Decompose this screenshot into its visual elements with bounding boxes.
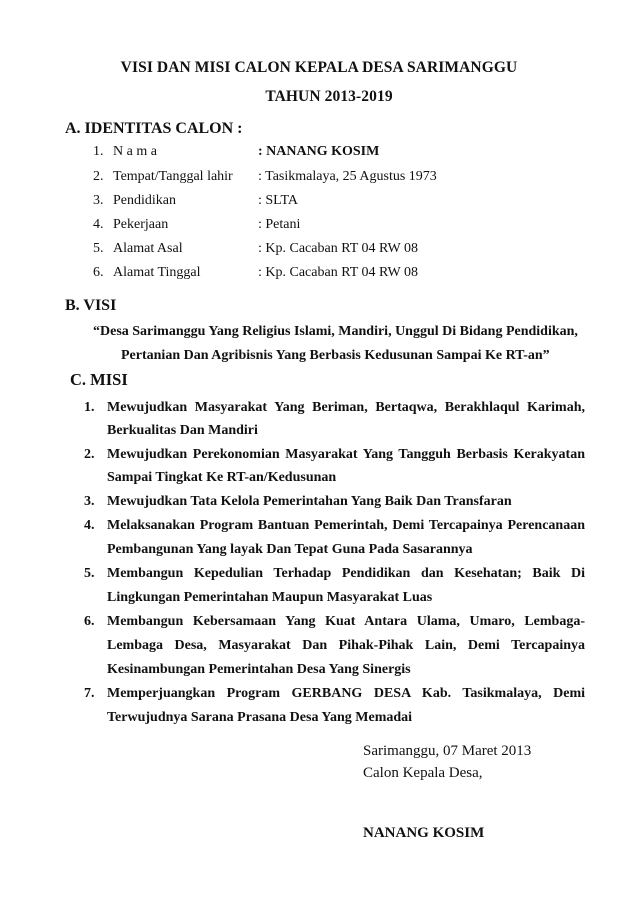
section-heading-misi: C. MISI — [70, 370, 128, 389]
misi-item-number: 2. — [84, 447, 95, 462]
identity-row-label: Alamat Asal — [113, 241, 183, 256]
misi-item-line: Lembaga Desa, Masyarakat Dan Pihak-Pihak Lain, Demi Tercapainya — [107, 638, 585, 653]
misi-item-number: 3. — [84, 494, 95, 509]
misi-item-line: Kesinambungan Pemerintahan Desa Yang Sinergis — [107, 662, 411, 677]
identity-row-label: N a m a — [113, 144, 157, 159]
misi-item-line: Mewujudkan Perekonomian Masyarakat Yang Tangguh Berbasis Kerakyatan — [107, 447, 585, 462]
document-title: VISI DAN MISI CALON KEPALA DESA SARIMANGGU — [120, 59, 518, 76]
misi-item-number: 4. — [84, 518, 95, 533]
identity-row-number: 2. — [93, 169, 104, 184]
identity-row-label: Pendidikan — [113, 193, 176, 208]
misi-item-line: Membangun Kebersamaan Yang Kuat Antara Ulama, Umaro, Lembaga- — [107, 614, 585, 629]
identity-row-label: Alamat Tinggal — [113, 265, 201, 280]
misi-item-line: Terwujudnya Sarana Prasana Desa Yang Memadai — [107, 710, 413, 725]
identity-row-number: 1. — [93, 144, 104, 159]
visi-statement-line: Pertanian Dan Agribisnis Yang Berbasis Kedusunan Sampai Ke RT-an” — [121, 348, 550, 363]
misi-item-line: Sampai Tingkat Ke RT-an/Kedusunan — [107, 470, 337, 485]
visi-statement-line: “Desa Sarimanggu Yang Religius Islami, Mandiri, Unggul Di Bidang Pendidikan, — [93, 324, 578, 339]
identity-row-value: : Tasikmalaya, 25 Agustus 1973 — [258, 169, 437, 184]
signature-role: Calon Kepala Desa, — [363, 765, 483, 781]
identity-row-number: 4. — [93, 217, 104, 232]
document-subtitle: TAHUN 2013-2019 — [265, 88, 393, 105]
signature-name: NANANG KOSIM — [363, 825, 485, 841]
identity-row-value: : SLTA — [258, 193, 298, 208]
misi-item-number: 6. — [84, 614, 95, 629]
section-heading-visi: B. VISI — [65, 297, 117, 314]
identity-row-label: Tempat/Tanggal lahir — [113, 169, 233, 184]
identity-row-value: : Kp. Cacaban RT 04 RW 08 — [258, 265, 419, 280]
identity-row-value: : NANANG KOSIM — [258, 144, 380, 159]
identity-row-number: 3. — [93, 193, 104, 208]
identity-row-label: Pekerjaan — [113, 217, 169, 232]
identity-row-number: 5. — [93, 241, 104, 256]
identity-row-value: : Petani — [258, 217, 301, 232]
signature-place-date: Sarimanggu, 07 Maret 2013 — [363, 743, 532, 759]
misi-item-line: Lingkungan Pemerintahan Maupun Masyarakat Luas — [107, 590, 433, 605]
misi-item-number: 1. — [84, 400, 95, 415]
misi-item-line: Memperjuangkan Program GERBANG DESA Kab. Tasikmalaya, Demi — [107, 686, 585, 701]
identity-row-value: : Kp. Cacaban RT 04 RW 08 — [258, 241, 419, 256]
misi-item-line: Melaksanakan Program Bantuan Pemerintah, Demi Tercapainya Perencanaan — [107, 518, 585, 533]
misi-item-line: Berkualitas Dan Mandiri — [107, 423, 258, 438]
misi-item-line: Mewujudkan Tata Kelola Pemerintahan Yang Baik Dan Transfaran — [107, 494, 512, 509]
misi-item-line: Pembangunan Yang layak Dan Tepat Guna Pada Sasarannya — [107, 542, 473, 557]
misi-item-line: Membangun Kepedulian Terhadap Pendidikan dan Kesehatan; Baik Di — [107, 566, 585, 581]
misi-item-line: Mewujudkan Masyarakat Yang Beriman, Bertaqwa, Berakhlaqul Karimah, — [107, 400, 585, 415]
section-heading-identitas: A. IDENTITAS CALON : — [65, 120, 243, 137]
identity-row-number: 6. — [93, 265, 104, 280]
misi-item-number: 5. — [84, 566, 95, 581]
misi-item-number: 7. — [84, 686, 95, 701]
